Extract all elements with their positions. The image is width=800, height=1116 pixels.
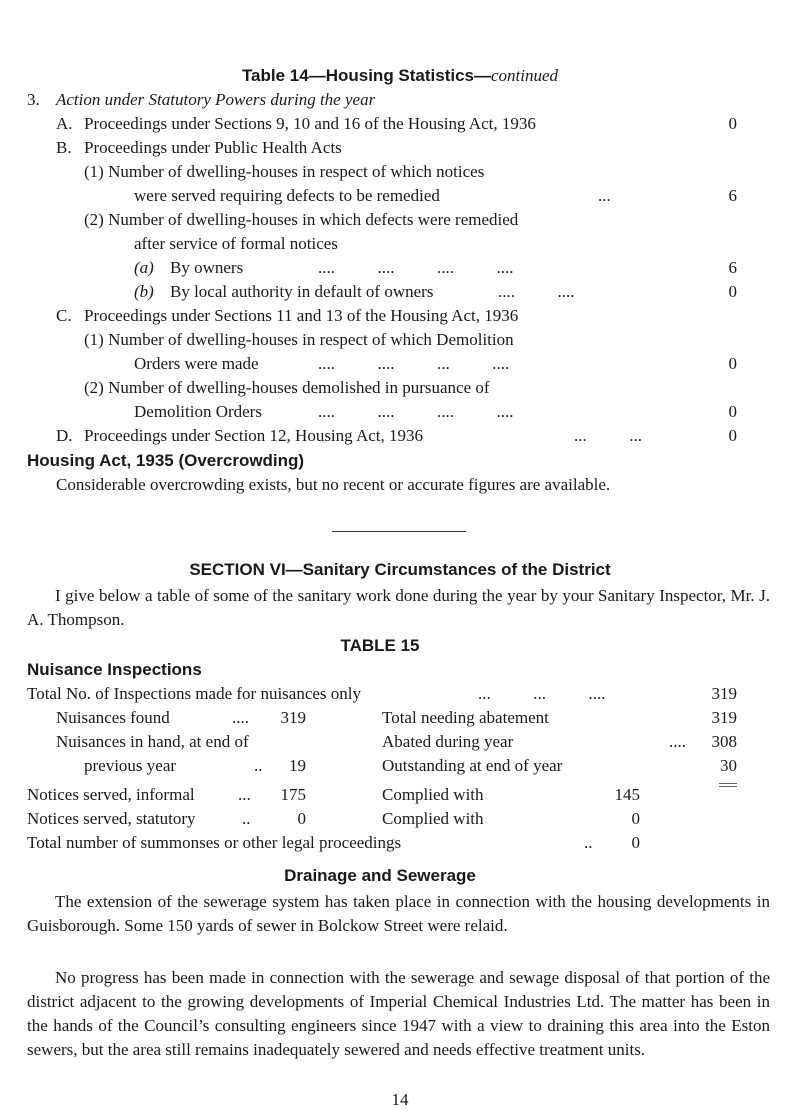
section6-intro: I give below a table of some of the sanitary work done during the year by your Sanitary Inspector, Mr. J. A. Thompson. xyxy=(27,586,770,629)
nuisances-found-label: Nuisances found xyxy=(56,708,170,727)
table15-title: TABLE 15 xyxy=(340,636,420,655)
item-c2-line1: (2) Number of dwelling-houses demolished in pursuance of xyxy=(84,378,490,397)
previous-year-value: 19 xyxy=(289,756,306,775)
notices-informal-value: 175 xyxy=(280,785,306,804)
total-needing-abatement-value: 319 xyxy=(711,708,737,727)
outstanding-label: Outstanding at end of year xyxy=(382,756,563,775)
item-c1-line1: (1) Number of dwelling-houses in respect of which Demolition xyxy=(84,330,514,349)
notices-informal-label: Notices served, informal xyxy=(27,785,195,804)
item-b2-line2: after service of formal notices xyxy=(134,234,338,253)
item-c2-line2: Demolition Orders xyxy=(134,402,262,421)
notices-statutory-label: Notices served, statutory xyxy=(27,809,196,828)
item-b1-dots: ... xyxy=(598,186,611,205)
item-d-dots: ... ... xyxy=(574,426,642,445)
previous-year-label: previous year xyxy=(84,756,177,775)
item-c-letter: C. xyxy=(56,306,72,325)
item-b2a-text: By owners xyxy=(170,258,244,277)
item-c1-value: 0 xyxy=(728,354,737,373)
item-d-text: Proceedings under Section 12, Housing Act, 1936 xyxy=(84,426,424,445)
item-c2-dots: .... .... .... .... xyxy=(318,402,514,421)
total-inspections-label: Total No. of Inspections made for nuisances only xyxy=(27,684,362,703)
abated-label: Abated during year xyxy=(382,732,514,751)
table14-title-continued: continued xyxy=(491,66,559,85)
total-rule-bottom xyxy=(719,786,737,787)
abated-dots: .... xyxy=(669,732,686,751)
item-b2a-label: (a) xyxy=(134,258,154,277)
notices-informal-complied-value: 145 xyxy=(614,785,640,804)
summonses-value: 0 xyxy=(631,833,640,852)
item-b1-line2: were served requiring defects to be remedied xyxy=(134,186,440,205)
summonses-dots: .. xyxy=(584,833,593,852)
item-b2b-dots: .... .... xyxy=(498,282,575,301)
abated-value: 308 xyxy=(711,732,737,751)
nuisances-found-value: 319 xyxy=(280,708,306,727)
drainage-heading: Drainage and Sewerage xyxy=(284,866,476,885)
notices-informal-dots: ... xyxy=(238,785,251,804)
overcrowding-heading: Housing Act, 1935 (Overcrowding) xyxy=(27,451,305,470)
drainage-para1: The extension of the sewerage system has taken place in connection with the housing developments in Guisborough. Some 150 yards of sewer in Bolckow Street were relaid. xyxy=(27,892,770,935)
outstanding-value: 30 xyxy=(720,756,737,775)
item-d-value: 0 xyxy=(728,426,737,445)
item-b2-line1: (2) Number of dwelling-houses in which defects were remedied xyxy=(84,210,519,229)
item-a-value: 0 xyxy=(728,114,737,133)
notices-statutory-dots: .. xyxy=(242,809,251,828)
notices-statutory-complied-label: Complied with xyxy=(382,809,484,828)
item-d-letter: D. xyxy=(56,426,73,445)
item-a-text: Proceedings under Sections 9, 10 and 16 of the Housing Act, 1936 xyxy=(84,114,536,133)
section3-number: 3. xyxy=(27,90,40,109)
item-c2-value: 0 xyxy=(728,402,737,421)
item-b2a-value: 6 xyxy=(728,258,737,277)
notices-informal-complied-label: Complied with xyxy=(382,785,484,804)
item-b1-value: 6 xyxy=(728,186,737,205)
section-divider xyxy=(332,531,466,532)
total-rule-top xyxy=(719,783,737,784)
notices-statutory-value: 0 xyxy=(297,809,306,828)
item-b2b-value: 0 xyxy=(728,282,737,301)
item-b-letter: B. xyxy=(56,138,72,157)
overcrowding-text: Considerable overcrowding exists, but no recent or accurate figures are available. xyxy=(56,475,611,494)
section3-heading: Action under Statutory Powers during the year xyxy=(56,90,376,109)
summonses-label: Total number of summonses or other legal proceedings xyxy=(27,833,402,852)
table14-title xyxy=(0,66,800,86)
table15-subheading: Nuisance Inspections xyxy=(27,660,202,679)
total-inspections-dots: ... ... .... xyxy=(478,684,606,703)
item-a-letter: A. xyxy=(56,114,73,133)
item-b2b-label: (b) xyxy=(134,282,154,301)
item-b-text: Proceedings under Public Health Acts xyxy=(84,138,342,157)
item-b2a-dots: .... .... .... .... xyxy=(318,258,514,277)
table14-title-text: Table 14—Housing Statistics— xyxy=(241,66,492,85)
item-c-text: Proceedings under Sections 11 and 13 of the Housing Act, 1936 xyxy=(84,306,519,325)
item-b2b-text: By local authority in default of owners xyxy=(170,282,434,301)
total-inspections-value: 319 xyxy=(711,684,737,703)
drainage-para2: No progress has been made in connection with the sewerage and sewage disposal of that portion of the district adjacent to the growing developments of Imperial Chemical Industries Ltd. The matter has been in the hands of the Council’s consulting engineers since 1947 with a view to draining this area into the Eston sewers, but the area still remains inadequately sewered and needs effective treatment units. xyxy=(27,968,770,1059)
section6-heading: SECTION VI—Sanitary Circumstances of the District xyxy=(189,560,611,579)
item-c1-line2: Orders were made xyxy=(134,354,259,373)
nuisances-found-dots: .... xyxy=(232,708,249,727)
notices-statutory-complied-value: 0 xyxy=(631,809,640,828)
item-c1-dots: .... .... ... .... xyxy=(318,354,510,373)
page-number: 14 xyxy=(391,1090,409,1109)
item-b1-line1: (1) Number of dwelling-houses in respect of which notices xyxy=(84,162,485,181)
previous-year-dots: .. xyxy=(254,756,263,775)
nuisances-in-hand-label: Nuisances in hand, at end of xyxy=(56,732,249,751)
total-needing-abatement-label: Total needing abatement xyxy=(382,708,549,727)
